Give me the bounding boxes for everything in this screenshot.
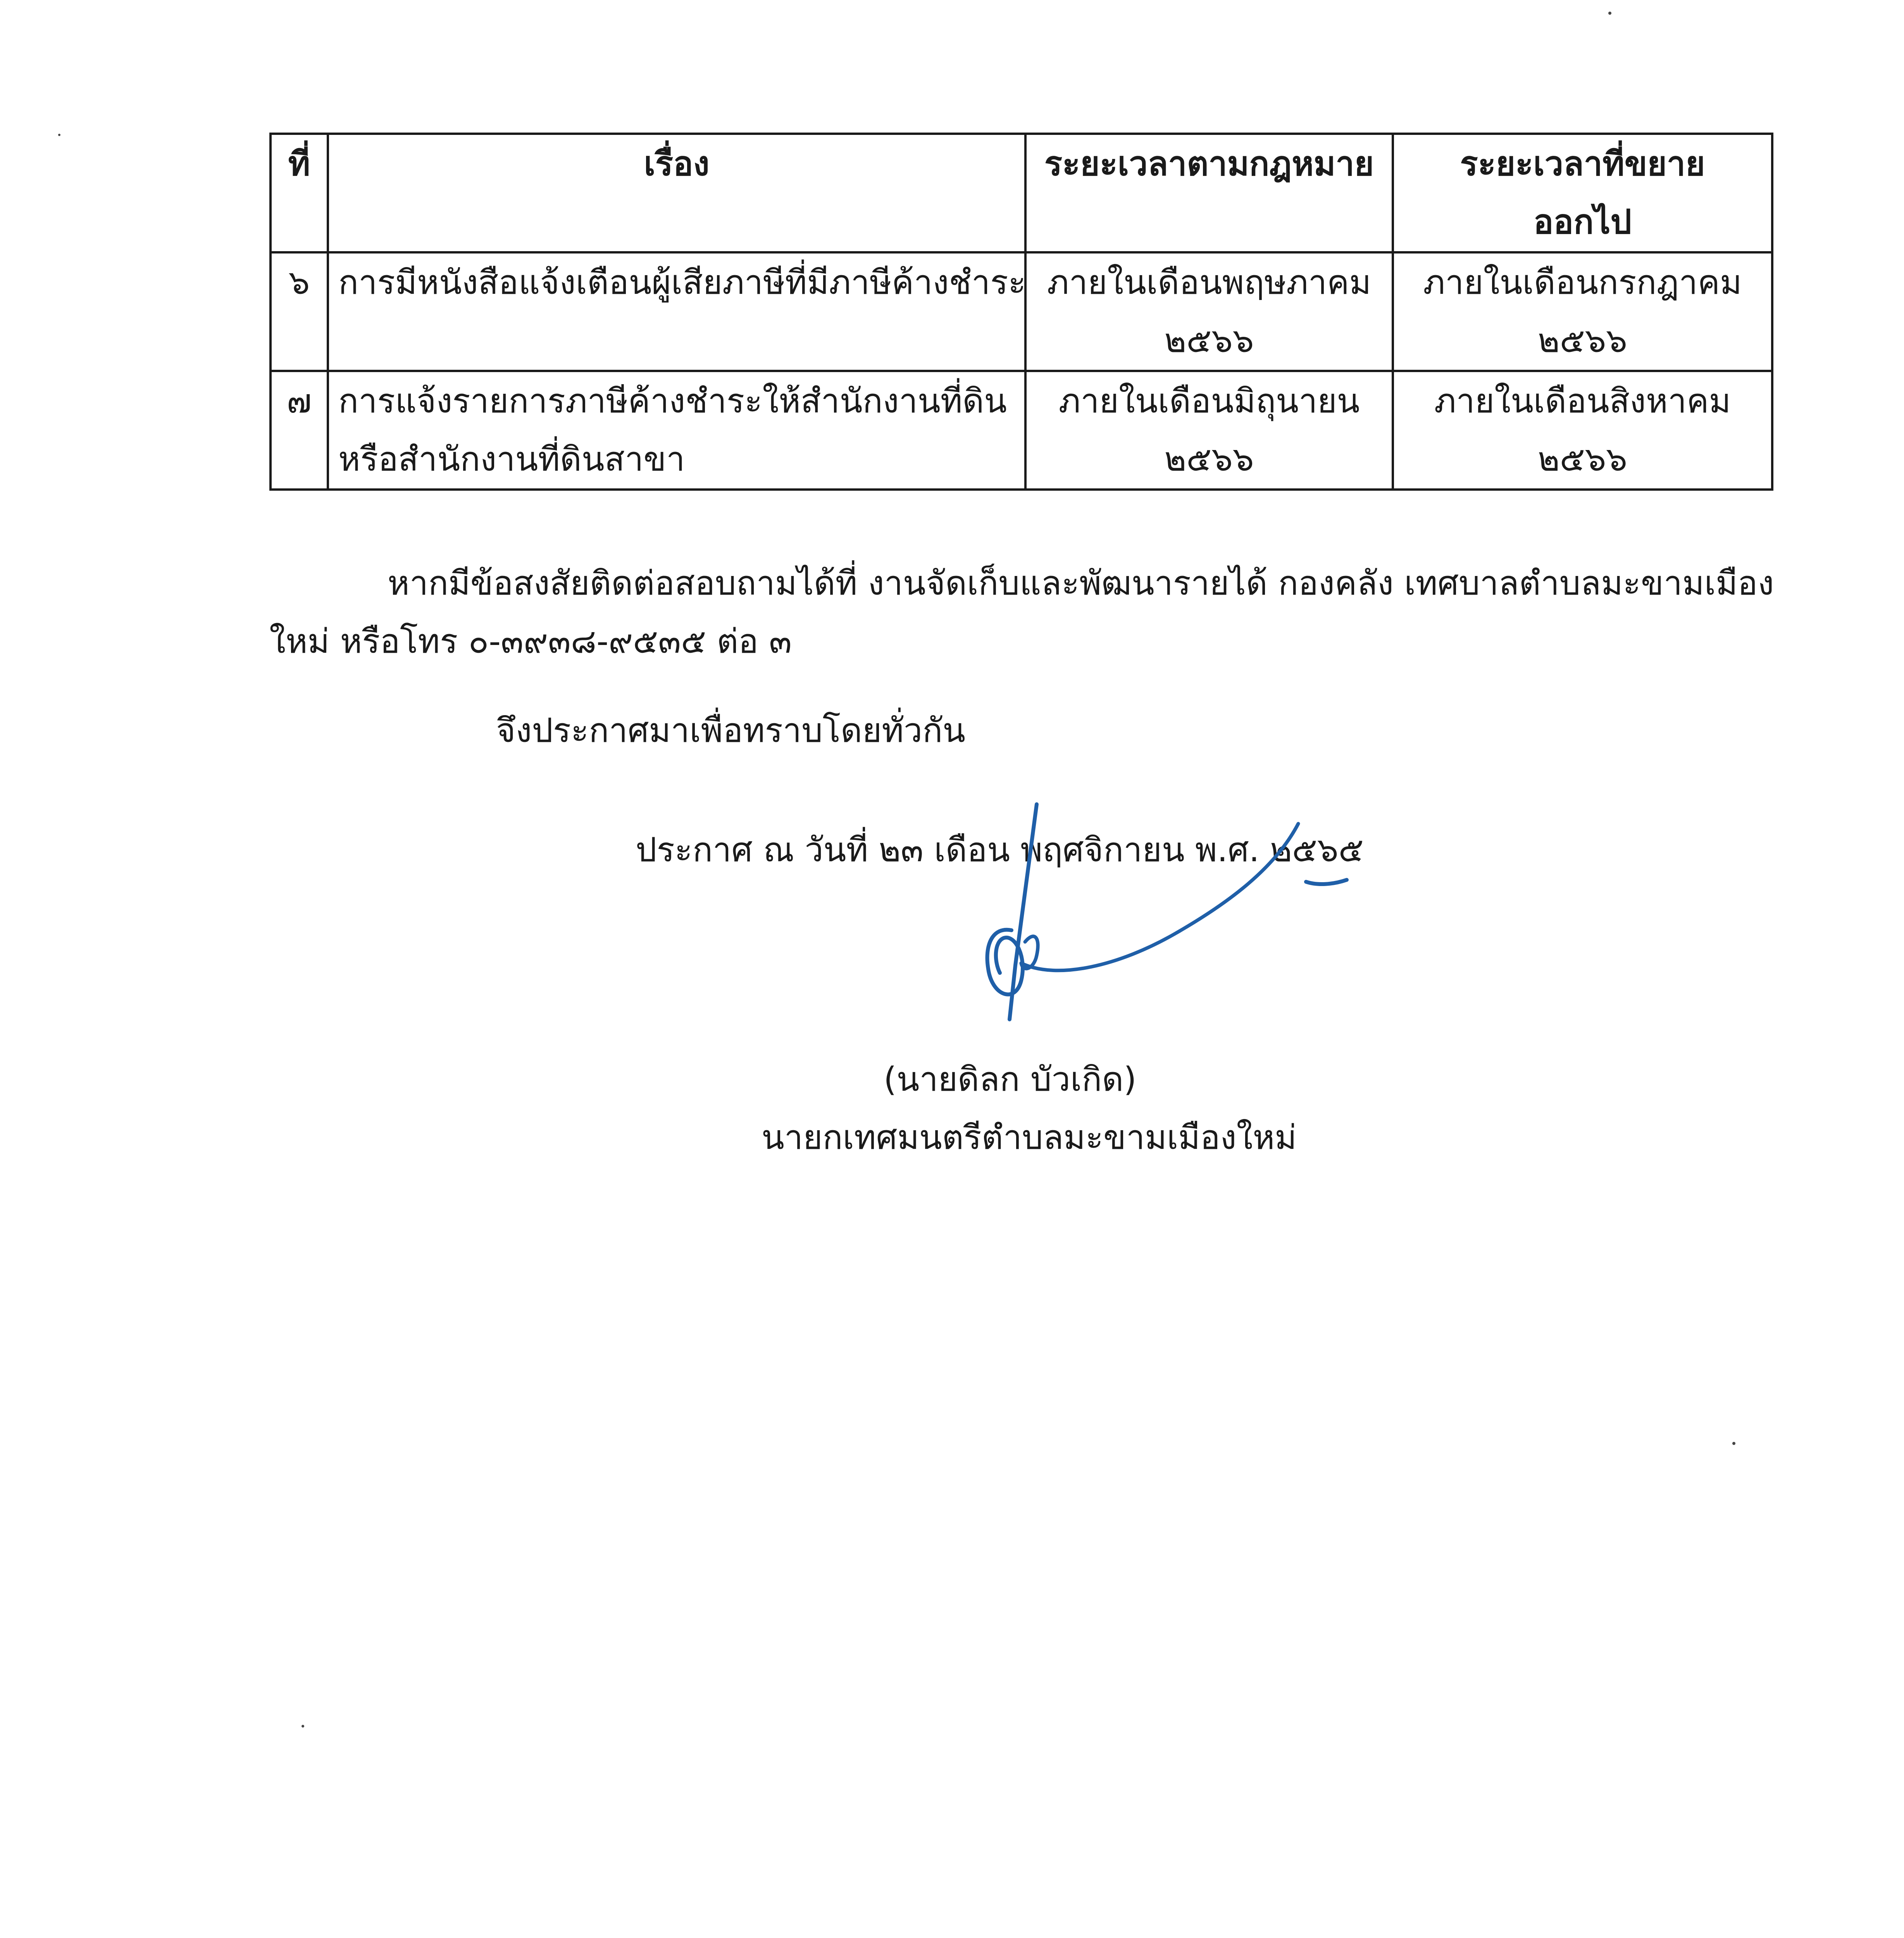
signature-stroke-sweep	[1021, 824, 1298, 971]
table-row	[271, 252, 1772, 371]
scan-speck	[1608, 12, 1611, 15]
row-extended-period: ภายในเดือนสิงหาคม ๒๕๖๖	[1393, 371, 1772, 490]
signer-name: (นายดิลก บัวเกิด)	[884, 1060, 1137, 1099]
table-header-row	[271, 134, 1772, 252]
handwritten-signature	[957, 802, 1364, 1043]
signature-stroke-main	[1010, 804, 1037, 1019]
signer-title: นายกเทศมนตรีตำบลมะขามเมืองใหม่	[762, 1118, 1297, 1157]
row-extended-period: ภายในเดือนกรกฎาคม ๒๕๖๖	[1393, 252, 1772, 371]
contact-line-2: ใหม่ หรือโทร ๐-๓๙๓๘-๙๕๓๕ ต่อ ๓	[269, 622, 792, 661]
announcement-text: จึงประกาศมาเพื่อทราบโดยทั่วกัน	[496, 711, 966, 750]
scan-speck	[302, 1725, 304, 1728]
header-subject: เรื่อง	[328, 134, 1025, 252]
header-no: ที่	[271, 134, 328, 252]
row-subject: การมีหนังสือแจ้งเตือนผู้เสียภาษีที่มีภาษีค้างชำระ	[328, 252, 1025, 371]
header-extended-period: ระยะเวลาที่ขยาย ออกไป	[1393, 134, 1772, 252]
row-legal-period: ภายในเดือนพฤษภาคม ๒๕๖๖	[1025, 252, 1393, 371]
row-legal-period: ภายในเดือนมิถุนายน ๒๕๖๖	[1025, 371, 1393, 490]
row-subject: การแจ้งรายการภาษีค้างชำระให้สำนักงานที่ดิน หรือสำนักงานที่ดินสาขา	[328, 371, 1025, 490]
row-no: ๗	[271, 371, 328, 490]
header-legal-period: ระยะเวลาตามกฎหมาย	[1025, 134, 1393, 252]
scan-speck	[58, 134, 60, 136]
row-no: ๖	[271, 252, 328, 371]
table-row	[271, 371, 1772, 490]
contact-line-1: หากมีข้อสงสัยติดต่อสอบถามได้ที่ งานจัดเก็บและพัฒนารายได้ กองคลัง เทศบาลตำบลมะขามเมือง	[388, 564, 1774, 603]
scan-speck	[1732, 1442, 1735, 1445]
signature-stroke-tick	[1306, 880, 1347, 884]
announcement-date: ประกาศ ณ วันที่ ๒๓ เดือน พฤศจิกายน พ.ศ. ๒๕๖๕	[636, 831, 1364, 869]
tax-schedule-table	[269, 133, 1773, 491]
